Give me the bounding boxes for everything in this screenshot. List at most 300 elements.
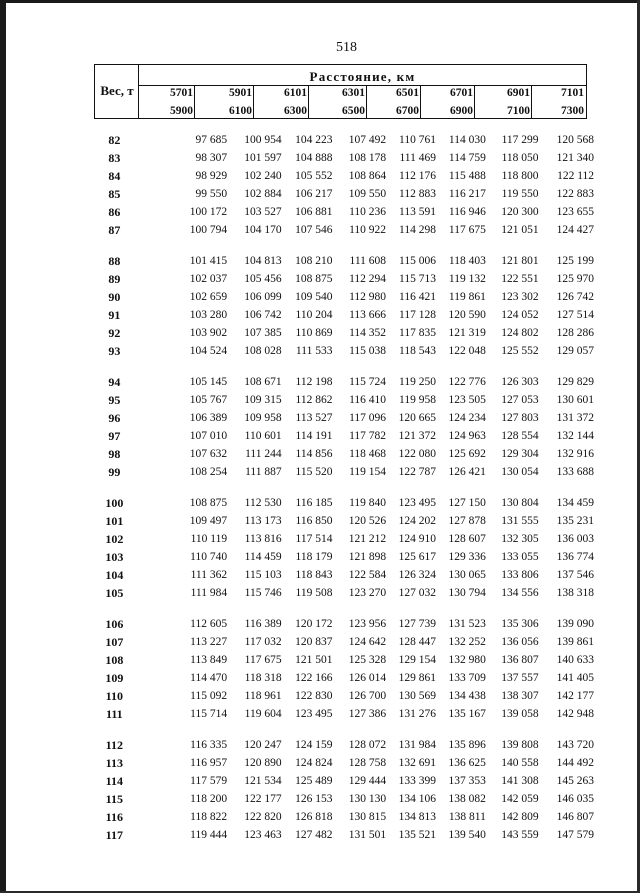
- value-cell: 126 324: [398, 569, 436, 581]
- value-cell: 144 492: [556, 757, 595, 769]
- value-cell: 118 468: [349, 448, 387, 460]
- value-cell: 135 167: [448, 708, 486, 720]
- value-cell: 116 410: [349, 394, 387, 406]
- value-cell: 124 159: [295, 739, 333, 751]
- value-cell: 110 740: [190, 551, 228, 563]
- value-cell: 121 501: [295, 654, 333, 666]
- value-cell: 109 958: [244, 412, 282, 424]
- value-cell: 142 177: [556, 690, 595, 702]
- value-cell: 131 555: [501, 515, 539, 527]
- table-body: [94, 131, 594, 857]
- scan-border-top: [0, 0, 640, 3]
- value-cell: 117 299: [501, 134, 539, 146]
- value-cell: 121 372: [398, 430, 436, 442]
- range-header: 6301 6500: [342, 87, 365, 117]
- value-cell: 102 659: [189, 291, 228, 303]
- weight-cell: 90: [108, 290, 121, 304]
- range-header: 6101 6300: [284, 87, 307, 117]
- value-cell: 136 056: [501, 636, 539, 648]
- value-cell: 110 204: [295, 309, 333, 321]
- value-cell: 104 888: [295, 152, 333, 164]
- value-cell: 132 252: [448, 636, 486, 648]
- table-row: [94, 167, 594, 185]
- value-cell: 116 421: [399, 291, 436, 303]
- value-cell: 137 353: [448, 775, 486, 787]
- value-cell: 141 308: [501, 775, 539, 787]
- weight-cell: 97: [108, 429, 121, 443]
- value-cell: 124 910: [398, 533, 436, 545]
- value-cell: 139 058: [501, 708, 539, 720]
- value-cell: 136 625: [448, 757, 486, 769]
- value-cell: 116 850: [295, 515, 333, 527]
- value-cell: 112 530: [244, 497, 282, 509]
- value-cell: 127 514: [556, 309, 595, 321]
- weight-cell: 103: [105, 550, 124, 564]
- weight-column-header: Вес, т: [100, 83, 134, 98]
- value-cell: 137 557: [501, 672, 539, 684]
- table-row: [94, 203, 594, 221]
- value-cell: 104 813: [244, 255, 282, 267]
- value-cell: 127 803: [501, 412, 539, 424]
- value-cell: 133 709: [448, 672, 486, 684]
- value-cell: 126 818: [295, 811, 333, 823]
- value-cell: 103 902: [189, 327, 228, 339]
- table-row: [94, 463, 594, 481]
- value-cell: 114 459: [244, 551, 282, 563]
- value-cell: 141 405: [556, 672, 595, 684]
- row-group: [94, 252, 594, 360]
- value-cell: 115 713: [399, 273, 436, 285]
- value-cell: 124 427: [556, 224, 595, 236]
- value-cell: 107 492: [348, 134, 387, 146]
- value-cell: 103 280: [189, 309, 228, 321]
- value-cell: 127 053: [501, 394, 539, 406]
- weight-cell: 101: [105, 514, 124, 528]
- row-group: [94, 373, 594, 481]
- table-row: [94, 566, 594, 584]
- value-cell: 108 875: [189, 497, 228, 509]
- value-cell: 119 861: [448, 291, 486, 303]
- value-cell: 128 607: [448, 533, 486, 545]
- table-row: [94, 252, 594, 270]
- value-cell: 104 223: [295, 134, 333, 146]
- value-cell: 108 864: [348, 170, 387, 182]
- value-cell: 113 227: [190, 636, 228, 648]
- value-cell: 107 546: [295, 224, 333, 236]
- value-cell: 124 234: [448, 412, 486, 424]
- value-cell: 123 302: [501, 291, 539, 303]
- value-cell: 112 294: [349, 273, 387, 285]
- value-cell: 130 794: [448, 587, 486, 599]
- value-cell: 125 199: [556, 255, 595, 267]
- table-row: [94, 373, 594, 391]
- value-cell: 146 035: [556, 793, 595, 805]
- weight-cell: 94: [108, 375, 121, 389]
- value-cell: 133 055: [501, 551, 539, 563]
- value-cell: 132 691: [398, 757, 436, 769]
- range-header: 6501 6700: [396, 87, 419, 117]
- table-row: [94, 754, 594, 772]
- value-cell: 116 389: [244, 618, 282, 630]
- weight-cell: 96: [108, 411, 121, 425]
- value-cell: 134 556: [501, 587, 539, 599]
- value-cell: 126 153: [295, 793, 333, 805]
- value-cell: 117 579: [190, 775, 228, 787]
- value-cell: 134 106: [398, 793, 436, 805]
- value-cell: 121 051: [501, 224, 539, 236]
- table-header: [94, 64, 587, 119]
- value-cell: 139 540: [448, 829, 486, 841]
- value-cell: 126 421: [448, 466, 486, 478]
- value-cell: 130 804: [501, 497, 539, 509]
- value-cell: 133 806: [501, 569, 539, 581]
- value-cell: 129 861: [398, 672, 436, 684]
- value-cell: 131 276: [398, 708, 436, 720]
- scan-border-left: [0, 0, 6, 893]
- value-cell: 118 822: [190, 811, 228, 823]
- table-row: [94, 391, 594, 409]
- value-cell: 127 032: [398, 587, 436, 599]
- value-cell: 118 543: [399, 345, 436, 357]
- value-cell: 97 685: [195, 134, 228, 146]
- value-cell: 124 802: [501, 327, 539, 339]
- value-cell: 127 150: [448, 497, 486, 509]
- weight-cell: 89: [108, 272, 121, 286]
- value-cell: 118 179: [295, 551, 333, 563]
- value-cell: 138 082: [448, 793, 486, 805]
- value-cell: 127 482: [295, 829, 333, 841]
- value-cell: 133 399: [398, 775, 436, 787]
- value-cell: 128 758: [348, 757, 387, 769]
- value-cell: 100 172: [189, 206, 228, 218]
- value-cell: 125 489: [295, 775, 333, 787]
- table-row: [94, 584, 594, 602]
- value-cell: 115 006: [399, 255, 436, 267]
- weight-cell: 109: [105, 671, 124, 685]
- table-row: [94, 445, 594, 463]
- value-cell: 118 318: [244, 672, 282, 684]
- value-cell: 130 815: [348, 811, 387, 823]
- table-row: [94, 409, 594, 427]
- weight-cell: 104: [105, 568, 124, 582]
- value-cell: 121 534: [244, 775, 282, 787]
- weight-cell: 82: [108, 133, 121, 147]
- value-cell: 119 840: [349, 497, 387, 509]
- value-cell: 134 459: [556, 497, 595, 509]
- value-cell: 136 807: [501, 654, 539, 666]
- value-cell: 105 767: [189, 394, 228, 406]
- weight-cell: 88: [108, 254, 121, 268]
- weight-cell: 85: [108, 187, 121, 201]
- value-cell: 129 829: [556, 376, 595, 388]
- value-cell: 118 200: [190, 793, 228, 805]
- value-cell: 110 119: [190, 533, 228, 545]
- weight-cell: 114: [105, 774, 123, 788]
- value-cell: 120 837: [295, 636, 333, 648]
- weight-cell: 84: [108, 169, 121, 183]
- weight-cell: 105: [105, 586, 124, 600]
- value-cell: 110 761: [399, 134, 436, 146]
- value-cell: 113 666: [349, 309, 387, 321]
- value-cell: 122 166: [295, 672, 333, 684]
- value-cell: 122 551: [501, 273, 539, 285]
- value-cell: 124 642: [348, 636, 387, 648]
- weight-cell: 99: [108, 465, 121, 479]
- header-left-rule: [94, 64, 95, 119]
- weight-cell: 110: [105, 689, 123, 703]
- value-cell: 107 385: [244, 327, 282, 339]
- value-cell: 131 984: [398, 739, 436, 751]
- table-row: [94, 705, 594, 723]
- value-cell: 118 800: [501, 170, 539, 182]
- value-cell: 118 961: [244, 690, 282, 702]
- weight-cell: 98: [108, 447, 121, 461]
- range-header: 6901 7100: [507, 87, 530, 117]
- table-row: [94, 342, 594, 360]
- table-row: [94, 512, 594, 530]
- value-cell: 125 970: [556, 273, 595, 285]
- table-row: [94, 494, 594, 512]
- value-cell: 119 508: [295, 587, 333, 599]
- value-cell: 106 099: [244, 291, 282, 303]
- value-cell: 127 386: [348, 708, 387, 720]
- value-cell: 116 946: [448, 206, 486, 218]
- value-cell: 122 787: [398, 466, 436, 478]
- value-cell: 108 671: [244, 376, 282, 388]
- table-row: [94, 790, 594, 808]
- value-cell: 138 318: [556, 587, 595, 599]
- value-cell: 125 552: [501, 345, 539, 357]
- table-row: [94, 615, 594, 633]
- value-cell: 119 250: [399, 376, 436, 388]
- value-cell: 128 447: [398, 636, 436, 648]
- value-cell: 116 335: [190, 739, 228, 751]
- value-cell: 102 884: [244, 188, 282, 200]
- value-cell: 109 497: [189, 515, 228, 527]
- value-cell: 110 922: [349, 224, 387, 236]
- weight-cell: 111: [105, 707, 123, 721]
- table-row: [94, 306, 594, 324]
- value-cell: 109 315: [244, 394, 282, 406]
- value-cell: 112 862: [295, 394, 333, 406]
- value-cell: 104 170: [244, 224, 282, 236]
- header-top-rule: [94, 64, 587, 65]
- table-row: [94, 288, 594, 306]
- value-cell: 120 665: [398, 412, 436, 424]
- weight-cell: 108: [105, 653, 124, 667]
- value-cell: 126 014: [348, 672, 387, 684]
- value-cell: 124 202: [398, 515, 436, 527]
- value-cell: 126 700: [348, 690, 387, 702]
- value-cell: 132 305: [501, 533, 539, 545]
- row-group: [94, 131, 594, 239]
- value-cell: 113 849: [190, 654, 228, 666]
- value-cell: 132 916: [556, 448, 595, 460]
- value-cell: 140 633: [556, 654, 595, 666]
- value-cell: 125 617: [398, 551, 436, 563]
- page-number: 518: [336, 40, 357, 55]
- value-cell: 120 300: [501, 206, 539, 218]
- value-cell: 117 675: [244, 654, 282, 666]
- value-cell: 102 240: [244, 170, 282, 182]
- value-cell: 109 550: [348, 188, 387, 200]
- value-cell: 113 173: [244, 515, 282, 527]
- row-group: [94, 736, 594, 844]
- value-cell: 114 191: [295, 430, 333, 442]
- value-cell: 111 244: [245, 448, 282, 460]
- value-cell: 138 307: [501, 690, 539, 702]
- value-cell: 143 559: [501, 829, 539, 841]
- value-cell: 113 816: [244, 533, 282, 545]
- value-cell: 139 861: [556, 636, 595, 648]
- value-cell: 133 688: [556, 466, 595, 478]
- value-cell: 115 488: [448, 170, 486, 182]
- value-cell: 122 177: [244, 793, 282, 805]
- value-cell: 121 340: [556, 152, 595, 164]
- value-cell: 131 501: [348, 829, 387, 841]
- distance-header: Расстояние, км: [309, 69, 416, 84]
- value-cell: 120 890: [244, 757, 282, 769]
- value-cell: 126 742: [556, 291, 595, 303]
- table-row: [94, 651, 594, 669]
- weight-cell: 95: [108, 393, 121, 407]
- value-cell: 122 883: [556, 188, 595, 200]
- table-row: [94, 530, 594, 548]
- value-cell: 120 247: [244, 739, 282, 751]
- value-cell: 117 128: [399, 309, 436, 321]
- table-row: [94, 826, 594, 844]
- value-cell: 108 178: [348, 152, 387, 164]
- weight-cell: 83: [108, 151, 121, 165]
- value-cell: 123 270: [348, 587, 387, 599]
- value-cell: 98 307: [195, 152, 228, 164]
- value-cell: 116 217: [448, 188, 486, 200]
- table-row: [94, 324, 594, 342]
- table-row: [94, 669, 594, 687]
- value-cell: 117 675: [448, 224, 486, 236]
- value-cell: 120 590: [448, 309, 486, 321]
- value-cell: 122 584: [348, 569, 387, 581]
- value-cell: 114 030: [448, 134, 486, 146]
- value-cell: 132 980: [448, 654, 486, 666]
- value-cell: 114 352: [349, 327, 387, 339]
- range-header: 6701 6900: [450, 87, 473, 117]
- value-cell: 121 319: [448, 327, 486, 339]
- value-cell: 117 096: [349, 412, 387, 424]
- value-cell: 115 724: [349, 376, 387, 388]
- value-cell: 122 112: [557, 170, 595, 182]
- table-row: [94, 221, 594, 239]
- value-cell: 134 438: [448, 690, 486, 702]
- value-cell: 111 984: [190, 587, 228, 599]
- value-cell: 101 415: [189, 255, 228, 267]
- value-cell: 106 217: [295, 188, 333, 200]
- table-row: [94, 270, 594, 288]
- value-cell: 110 236: [349, 206, 387, 218]
- value-cell: 106 881: [295, 206, 333, 218]
- value-cell: 111 608: [349, 255, 387, 267]
- value-cell: 123 495: [295, 708, 333, 720]
- table-row: [94, 736, 594, 754]
- value-cell: 112 198: [295, 376, 333, 388]
- value-cell: 115 038: [349, 345, 387, 357]
- range-header: 5901 6100: [229, 87, 252, 117]
- value-cell: 124 824: [295, 757, 333, 769]
- table-row: [94, 185, 594, 203]
- value-cell: 127 878: [448, 515, 486, 527]
- value-cell: 120 526: [348, 515, 387, 527]
- value-cell: 129 304: [501, 448, 539, 460]
- value-cell: 117 782: [349, 430, 387, 442]
- weight-cell: 112: [105, 738, 123, 752]
- value-cell: 105 145: [189, 376, 228, 388]
- value-cell: 143 720: [556, 739, 595, 751]
- value-cell: 129 336: [448, 551, 486, 563]
- value-cell: 124 963: [448, 430, 486, 442]
- value-cell: 120 568: [556, 134, 595, 146]
- value-cell: 142 059: [501, 793, 539, 805]
- value-cell: 111 887: [245, 466, 282, 478]
- value-cell: 125 328: [348, 654, 387, 666]
- value-cell: 102 037: [189, 273, 228, 285]
- value-cell: 115 746: [244, 587, 282, 599]
- value-cell: 136 003: [556, 533, 595, 545]
- table-row: [94, 427, 594, 445]
- range-header: 5701 5900: [170, 87, 193, 117]
- value-cell: 105 552: [295, 170, 333, 182]
- value-cell: 115 714: [190, 708, 228, 720]
- value-cell: 135 231: [556, 515, 595, 527]
- value-cell: 106 742: [244, 309, 282, 321]
- value-cell: 116 185: [295, 497, 333, 509]
- value-cell: 116 957: [190, 757, 228, 769]
- value-cell: 128 072: [348, 739, 387, 751]
- value-cell: 98 929: [195, 170, 228, 182]
- value-cell: 111 533: [295, 345, 333, 357]
- value-cell: 145 263: [556, 775, 595, 787]
- value-cell: 110 601: [244, 430, 282, 442]
- value-cell: 136 774: [556, 551, 595, 563]
- value-cell: 139 090: [556, 618, 595, 630]
- value-cell: 106 389: [189, 412, 228, 424]
- value-cell: 123 495: [398, 497, 436, 509]
- value-cell: 135 521: [398, 829, 436, 841]
- value-cell: 103 527: [244, 206, 282, 218]
- value-cell: 123 505: [448, 394, 486, 406]
- value-cell: 123 463: [244, 829, 282, 841]
- weight-cell: 91: [108, 308, 121, 322]
- value-cell: 110 869: [295, 327, 333, 339]
- weight-cell: 100: [105, 496, 124, 510]
- value-cell: 126 303: [501, 376, 539, 388]
- value-cell: 119 958: [399, 394, 436, 406]
- value-cell: 129 057: [556, 345, 595, 357]
- value-cell: 119 444: [190, 829, 228, 841]
- value-cell: 111 469: [399, 152, 436, 164]
- value-cell: 140 558: [501, 757, 539, 769]
- value-cell: 122 776: [448, 376, 486, 388]
- table-row: [94, 633, 594, 651]
- value-cell: 130 054: [501, 466, 539, 478]
- value-cell: 128 286: [556, 327, 595, 339]
- range-header: 7101 7300: [561, 87, 584, 117]
- value-cell: 113 527: [295, 412, 333, 424]
- value-cell: 130 569: [398, 690, 436, 702]
- weight-cell: 113: [105, 756, 123, 770]
- weight-cell: 92: [108, 326, 121, 340]
- weight-cell: 115: [105, 792, 123, 806]
- value-cell: 121 212: [348, 533, 387, 545]
